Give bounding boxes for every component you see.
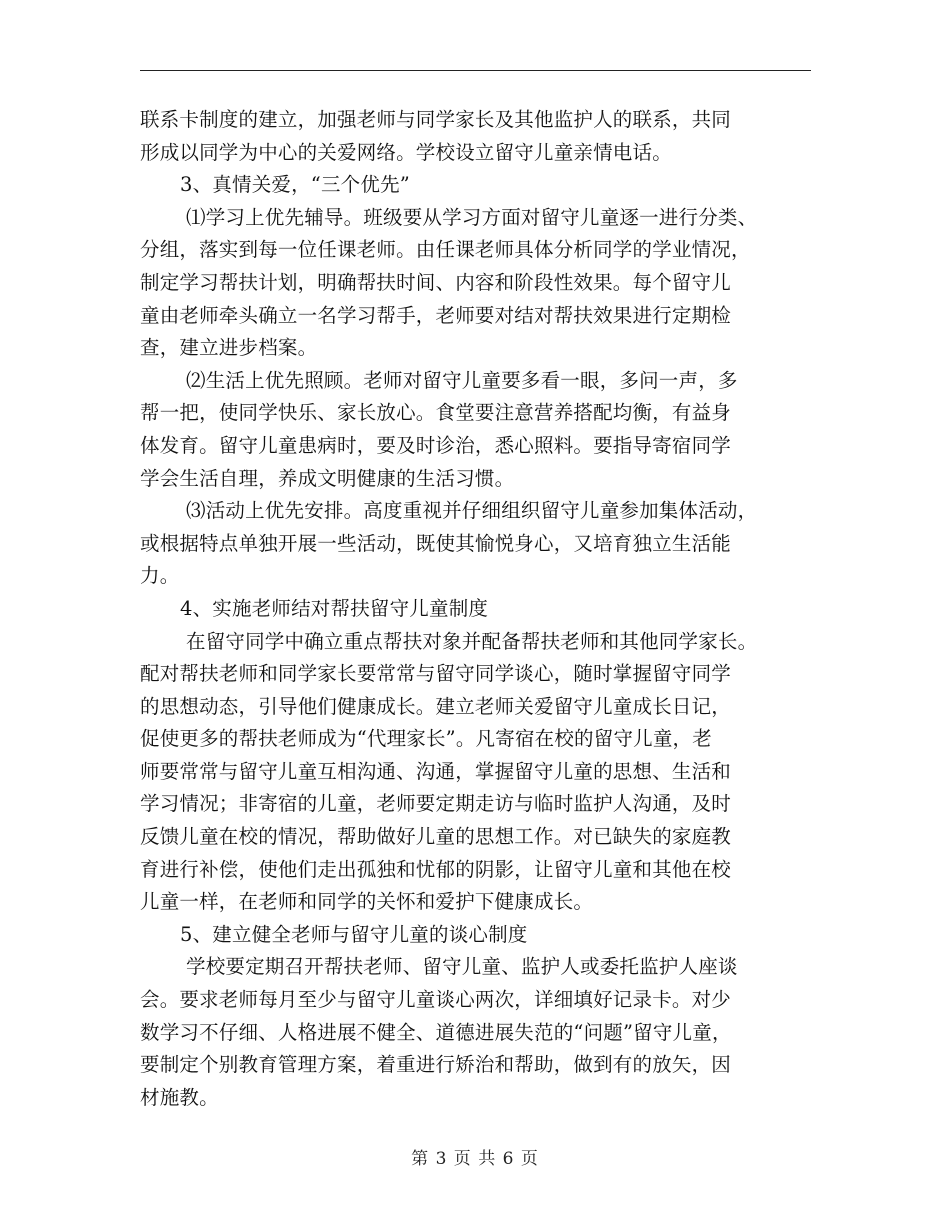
header-rule xyxy=(140,70,811,71)
text-line: 儿童一样，在老师和同学的关怀和爱护下健康成长。 xyxy=(140,890,594,914)
text-line: ⑶活动上优先安排。高度重视并仔细组织留守儿童参加集体活动， xyxy=(186,499,758,523)
text-line: 制定学习帮扶计划，明确帮扶时间、内容和阶段性效果。每个留守儿 xyxy=(140,270,732,294)
text-line: 形成以同学为中心的关爱网络。学校设立留守儿童亲情电话。 xyxy=(140,140,672,164)
text-line: 数学习不仔细、人格进展不健全、道德进展失范的“问题”留守儿童， xyxy=(140,1020,732,1044)
text-line: 或根据特点单独开展一些活动，既使其愉悦身心，又培育独立生活能 xyxy=(140,531,732,555)
text-line: 帮一把，使同学快乐、家长放心。食堂要注意营养搭配均衡，有益身 xyxy=(140,401,732,425)
text-line: ⑴学习上优先辅导。班级要从学习方面对留守儿童逐一进行分类、 xyxy=(186,205,758,229)
text-line: 查，建立进步档案。 xyxy=(140,336,318,360)
text-line: ⑵生活上优先照顾。老师对留守儿童要多看一眼，多问一声，多 xyxy=(186,368,738,392)
text-line: 分组，落实到每一位任课老师。由任课老师具体分析同学的学业情况， xyxy=(140,238,751,262)
text-line: 学校要定期召开帮扶老师、留守儿童、监护人或委托监护人座谈 xyxy=(186,955,738,979)
text-line: 要制定个别教育管理方案，着重进行矫治和帮助，做到有的放矢，因 xyxy=(140,1053,732,1077)
section-heading: 4、实施老师结对帮扶留守儿童制度 xyxy=(180,596,489,620)
text-line: 联系卡制度的建立，加强老师与同学家长及其他监护人的联系，共同 xyxy=(140,108,732,131)
text-line: 力。 xyxy=(140,564,180,588)
section-heading: 3、真情关爱，“三个优先” xyxy=(180,173,410,197)
document-body xyxy=(140,104,820,1114)
text-line: 童由老师牵头确立一名学习帮手，老师要对结对帮扶效果进行定期检 xyxy=(140,303,732,327)
text-line: 会。要求老师每月至少与留守儿童谈心两次，详细填好记录卡。对少 xyxy=(140,988,732,1012)
page-number: 第 3 页 共 6 页 xyxy=(411,1149,539,1169)
text-line: 促使更多的帮扶老师成为“代理家长”。凡寄宿在校的留守儿童，老 xyxy=(140,727,712,751)
text-line: 材施教。 xyxy=(140,1085,219,1109)
section-heading: 5、建立健全老师与留守儿童的谈心制度 xyxy=(180,922,528,946)
text-line: 配对帮扶老师和同学家长要常常与留守同学谈心，随时掌握留守同学 xyxy=(140,662,732,686)
text-line: 在留守同学中确立重点帮扶对象并配备帮扶老师和其他同学家长。 xyxy=(186,629,758,653)
text-line: 育进行补偿，使他们走出孤独和忧郁的阴影，让留守儿童和其他在校 xyxy=(140,857,732,881)
text-line: 学习情况；非寄宿的儿童，老师要定期走访与临时监护人沟通，及时 xyxy=(140,792,732,816)
text-line: 体发育。留守儿童患病时，要及时诊治，悉心照料。要指导寄宿同学 xyxy=(140,433,732,457)
text-line: 的思想动态，引导他们健康成长。建立老师关爱留守儿童成长日记， xyxy=(140,694,732,718)
text-line: 学会生活自理，养成文明健康的生活习惯。 xyxy=(140,466,515,490)
text-line: 师要常常与留守儿童互相沟通、沟通，掌握留守儿童的思想、生活和 xyxy=(140,759,732,783)
text-line: 反馈儿童在校的情况，帮助做好儿童的思想工作。对已缺失的家庭教 xyxy=(140,825,732,849)
